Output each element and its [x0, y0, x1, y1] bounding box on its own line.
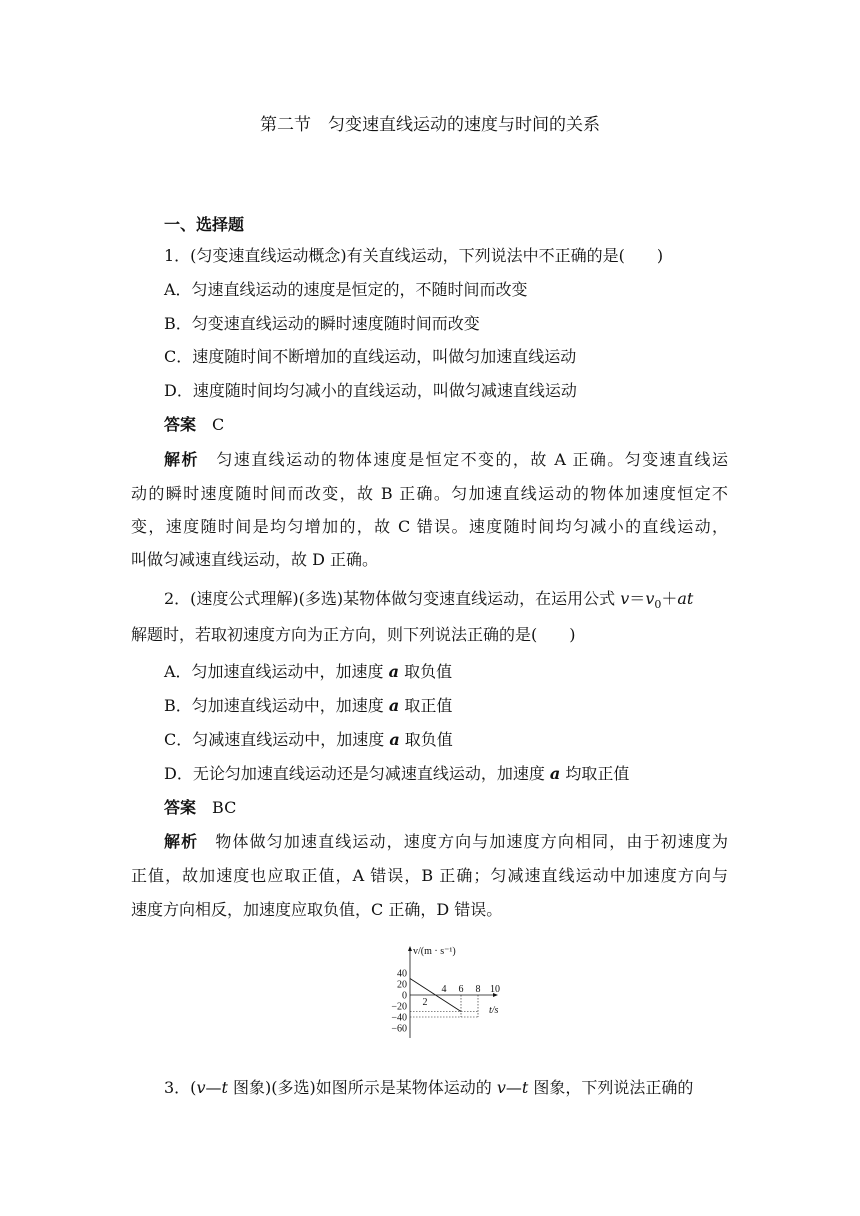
option-var: a	[388, 696, 400, 715]
q1-analysis-line: 变，速度随时间是均匀增加的，故 C 错误。速度随时间均匀减小的直线运动，	[131, 517, 728, 536]
formula-eq: ＝	[629, 589, 646, 608]
y-tick-labels	[391, 969, 407, 1035]
y-tick-label: −60	[391, 1023, 407, 1035]
x-tick-label: 10	[490, 984, 500, 995]
q1-stem: 1．(匀变速直线运动概念)有关直线运动，下列说法中不正确的是( )	[164, 246, 664, 265]
x-tick-label: 2	[422, 997, 428, 1008]
option-var: a	[388, 662, 400, 681]
x-tick-label: 6	[458, 984, 464, 995]
option-var: a	[389, 730, 400, 749]
formula-at: at	[677, 589, 694, 608]
q2-stem-text: 2．(速度公式理解)(多选)某物体做匀变速直线运动，在运用公式	[164, 589, 621, 608]
dash: —	[205, 1078, 222, 1097]
q2-analysis-line: 正值，故加速度也应取正值，A 错误，B 正确；匀减速直线运动中加速度方向与	[131, 866, 728, 885]
y-tick-label: 20	[397, 979, 407, 991]
dash: —	[505, 1078, 522, 1097]
y-tick-label: 0	[402, 990, 407, 1002]
var-t: t	[521, 1078, 529, 1097]
answer-label: 答案	[164, 798, 197, 817]
q1-analysis-line: 动的瞬时速度随时间而改变，故 B 正确。匀加速直线运动的物体加速度恒定不	[131, 484, 728, 503]
y-tick-label: −40	[391, 1012, 407, 1024]
y-tick-label: −20	[391, 1001, 407, 1013]
formula-plus: ＋	[661, 589, 678, 608]
q1-option-d: D．速度随时间均匀减小的直线运动，叫做匀减速直线运动	[164, 381, 577, 400]
q3-text: 3．(	[164, 1078, 197, 1097]
answer-value: BC	[212, 798, 237, 817]
option-var: a	[549, 764, 561, 783]
option-text: D．无论匀加速直线运动还是匀减速直线运动，加速度	[164, 764, 550, 783]
var-v: v	[496, 1078, 506, 1097]
q3-text: 图象，下列说法正确的	[528, 1078, 694, 1097]
page-title: 第二节 匀变速直线运动的速度与时间的关系	[260, 115, 600, 135]
x-axis-label: t/s	[489, 1005, 499, 1016]
formula-v: v	[620, 589, 630, 608]
q1-option-a: A．匀速直线运动的速度是恒定的，不随时间而改变	[164, 280, 528, 299]
q1-analysis-line: 叫做匀减速直线运动，故 D 正确。	[131, 550, 379, 569]
q2-analysis-line: 速度方向相反，加速度应取负值，C 正确，D 错误。	[131, 900, 503, 919]
analysis-label: 解析	[164, 450, 199, 469]
y-axis-label: v/(m · s⁻¹)	[413, 946, 456, 957]
dashed-guides	[410, 995, 478, 1017]
option-text: A．匀加速直线运动中，加速度	[164, 662, 389, 681]
formula-sub: 0	[654, 598, 662, 612]
x-tick-label: 4	[441, 984, 447, 995]
q3-text: 图象)(多选)如图所示是某物体运动的	[227, 1078, 497, 1097]
q1-analysis-line	[164, 449, 728, 471]
q1-answer	[164, 414, 224, 436]
formula-v0: v	[645, 589, 655, 608]
var-v: v	[196, 1078, 206, 1097]
option-text: B．匀加速直线运动中，加速度	[164, 696, 389, 715]
q2-option-c	[164, 729, 453, 751]
section-heading: 一、选择题	[164, 215, 245, 234]
y-tick-label: 40	[397, 968, 407, 980]
option-text: 取负值	[399, 730, 453, 749]
option-text: 取正值	[399, 696, 453, 715]
q2-option-b	[164, 695, 452, 717]
vt-chart	[380, 944, 520, 1044]
q1-option-c: C．速度随时间不断增加的直线运动，叫做匀加速直线运动	[164, 347, 577, 366]
var-t: t	[221, 1078, 228, 1097]
analysis-label: 解析	[164, 832, 199, 851]
q1-option-b: B．匀变速直线运动的瞬时速度随时间而改变	[164, 314, 480, 333]
q2-analysis-line	[164, 831, 728, 853]
x-tick-label: 8	[475, 984, 481, 995]
q2-option-a	[164, 661, 452, 683]
q2-option-d	[164, 763, 629, 785]
q2-answer	[164, 797, 236, 819]
q2-stem-line2: 解题时，若取初速度方向为正方向，则下列说法正确的是( )	[131, 625, 576, 644]
q2-stem	[164, 588, 693, 616]
q3-stem	[164, 1077, 693, 1099]
option-text: 均取正值	[560, 764, 630, 783]
answer-label: 答案	[164, 415, 197, 434]
analysis-text: 物体做匀加速直线运动，速度方向与加速度方向相同，由于初速度为	[215, 832, 728, 851]
chart-axes	[408, 946, 498, 1038]
option-text: 取负值	[399, 662, 453, 681]
analysis-text: 匀速直线运动的物体速度是恒定不变的，故 A 正确。匀变速直线运	[216, 450, 728, 469]
answer-value: C	[212, 415, 225, 434]
y-axis-arrow	[408, 946, 412, 951]
option-text: C．匀减速直线运动中，加速度	[164, 730, 390, 749]
